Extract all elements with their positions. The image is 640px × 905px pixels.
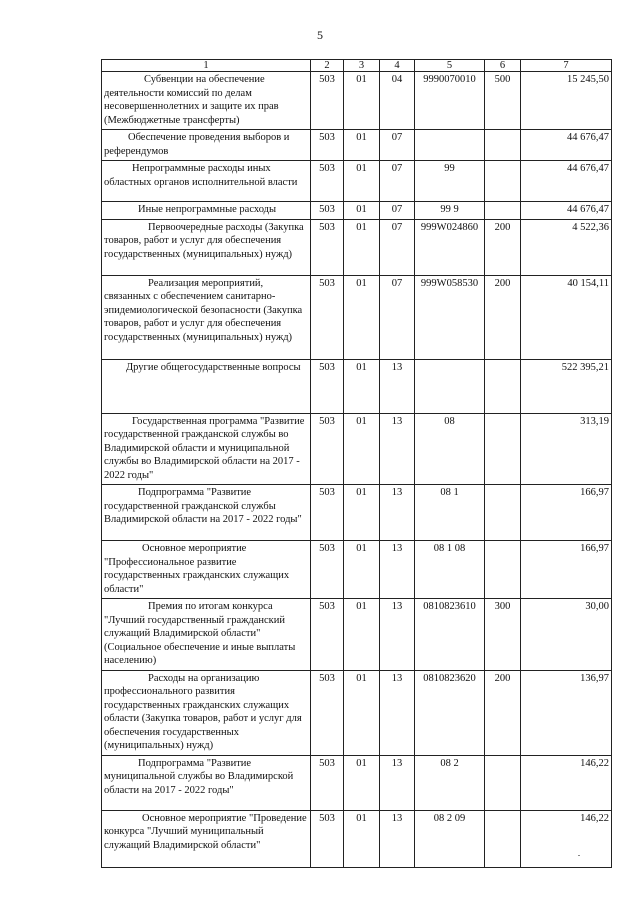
cell-section: 01: [344, 161, 380, 202]
cell-ministry: 503: [311, 130, 344, 161]
cell-section: 01: [344, 670, 380, 755]
col-header-3: 3: [344, 60, 380, 72]
cell-ministry: 503: [311, 161, 344, 202]
row-name: Другие общегосударственные вопросы: [102, 359, 311, 413]
cell-ministry: 503: [311, 755, 344, 810]
cell-subsection: 13: [380, 755, 415, 810]
table-row: [102, 413, 612, 485]
cell-expense-type: [485, 413, 521, 485]
cell-subsection: 04: [380, 72, 415, 130]
cell-section: 01: [344, 599, 380, 671]
cell-target: 99 9: [415, 202, 485, 220]
cell-target: 08 2: [415, 755, 485, 810]
cell-ministry: 503: [311, 72, 344, 130]
cell-section: 01: [344, 359, 380, 413]
row-name: Подпрограмма "Развитие муниципальной службы во Владимирской области на 2017 - 2022 годы": [102, 755, 311, 810]
cell-subsection: 13: [380, 670, 415, 755]
cell-subsection: 13: [380, 485, 415, 541]
cell-ministry: 503: [311, 670, 344, 755]
cell-target: [415, 130, 485, 161]
cell-target: 08 2 09: [415, 810, 485, 867]
cell-subsection: 07: [380, 219, 415, 275]
cell-subsection: 13: [380, 413, 415, 485]
row-name: Непрограммные расходы иных областных органов исполнительной власти: [102, 161, 311, 202]
row-name: Реализация мероприятий, связанных с обеспечением санитарно-эпидемиологической безопасности (Закупка товаров, работ и услуг для обеспечения государственных (муниципальных) нужд): [102, 275, 311, 359]
cell-amount: 44 676,47: [521, 161, 612, 202]
cell-section: 01: [344, 219, 380, 275]
col-header-6: 6: [485, 60, 521, 72]
cell-amount: 44 676,47: [521, 202, 612, 220]
table-row: [102, 161, 612, 202]
table-row: [102, 541, 612, 599]
table-row: [102, 755, 612, 810]
row-name: Подпрограмма "Развитие государственной гражданской службы Владимирской области на 2017 - 2022 годы": [102, 485, 311, 541]
cell-target: 9990070010: [415, 72, 485, 130]
cell-expense-type: [485, 359, 521, 413]
cell-section: 01: [344, 485, 380, 541]
table-row: [102, 72, 612, 130]
col-header-2: 2: [311, 60, 344, 72]
cell-section: 01: [344, 275, 380, 359]
row-name: Премия по итогам конкурса "Лучший государственный гражданский служащий Владимирской области" (Социальное обеспечение и иные выплаты населению): [102, 599, 311, 671]
cell-subsection: 07: [380, 130, 415, 161]
row-name: Основное мероприятие "Проведение конкурса "Лучший муниципальный служащий Владимирской области": [102, 810, 311, 867]
table-row: [102, 599, 612, 671]
cell-expense-type: [485, 541, 521, 599]
table-row: [102, 670, 612, 755]
budget-table: [101, 59, 612, 868]
cell-section: 01: [344, 130, 380, 161]
cell-section: 01: [344, 810, 380, 867]
table-row: [102, 202, 612, 220]
cell-subsection: 13: [380, 810, 415, 867]
table-row: [102, 359, 612, 413]
cell-target: 999W024860: [415, 219, 485, 275]
cell-ministry: 503: [311, 219, 344, 275]
cell-amount: 44 676,47: [521, 130, 612, 161]
cell-expense-type: [485, 130, 521, 161]
col-header-5: 5: [415, 60, 485, 72]
table-row: [102, 219, 612, 275]
scan-speck: [578, 855, 580, 856]
cell-target: 0810823610: [415, 599, 485, 671]
cell-expense-type: 500: [485, 72, 521, 130]
cell-target: [415, 359, 485, 413]
table-row: [102, 810, 612, 867]
cell-amount: 166,97: [521, 485, 612, 541]
page-number: 5: [317, 28, 323, 42]
row-name: Первоочередные расходы (Закупка товаров, работ и услуг для обеспечения государственных (муниципальных) нужд): [102, 219, 311, 275]
cell-expense-type: [485, 755, 521, 810]
cell-expense-type: 200: [485, 219, 521, 275]
cell-amount: 15 245,50: [521, 72, 612, 130]
cell-ministry: 503: [311, 359, 344, 413]
row-name: Субвенции на обеспечение деятельности комиссий по делам несовершеннолетних и защите их прав (Межбюджетные трансферты): [102, 72, 311, 130]
col-header-4: 4: [380, 60, 415, 72]
cell-amount: 30,00: [521, 599, 612, 671]
cell-subsection: 13: [380, 599, 415, 671]
cell-ministry: 503: [311, 599, 344, 671]
cell-section: 01: [344, 413, 380, 485]
cell-section: 01: [344, 202, 380, 220]
cell-ministry: 503: [311, 810, 344, 867]
cell-expense-type: 300: [485, 599, 521, 671]
header-row: [102, 60, 612, 72]
cell-amount: 522 395,21: [521, 359, 612, 413]
cell-section: 01: [344, 541, 380, 599]
cell-subsection: 07: [380, 161, 415, 202]
cell-subsection: 13: [380, 359, 415, 413]
cell-expense-type: [485, 810, 521, 867]
cell-target: 08 1: [415, 485, 485, 541]
cell-target: 999W058530: [415, 275, 485, 359]
cell-amount: 146,22: [521, 810, 612, 867]
cell-amount: 166,97: [521, 541, 612, 599]
row-name: Расходы на организацию профессионального развития государственных гражданских служащих области (Закупка товаров, работ и услуг для обеспечения государственных (муниципальных) нужд): [102, 670, 311, 755]
col-header-1: 1: [102, 60, 311, 72]
cell-target: 08: [415, 413, 485, 485]
cell-expense-type: 200: [485, 275, 521, 359]
cell-section: 01: [344, 755, 380, 810]
row-name: Основное мероприятие "Профессиональное развитие государственных гражданских служащих области": [102, 541, 311, 599]
col-header-7: 7: [521, 60, 612, 72]
cell-amount: 313,19: [521, 413, 612, 485]
cell-amount: 146,22: [521, 755, 612, 810]
row-name: Государственная программа "Развитие государственной гражданской службы во Владимирской области и муниципальной службы во Владимирской области на 2017 - 2022 годы": [102, 413, 311, 485]
cell-subsection: 13: [380, 541, 415, 599]
cell-section: 01: [344, 72, 380, 130]
cell-expense-type: [485, 485, 521, 541]
cell-ministry: 503: [311, 413, 344, 485]
row-name: Обеспечение проведения выборов и референдумов: [102, 130, 311, 161]
cell-expense-type: [485, 202, 521, 220]
table-row: [102, 130, 612, 161]
cell-target: 99: [415, 161, 485, 202]
cell-amount: 4 522,36: [521, 219, 612, 275]
cell-amount: 40 154,11: [521, 275, 612, 359]
cell-ministry: 503: [311, 485, 344, 541]
cell-target: 0810823620: [415, 670, 485, 755]
cell-ministry: 503: [311, 275, 344, 359]
cell-ministry: 503: [311, 202, 344, 220]
row-name: Иные непрограммные расходы: [102, 202, 311, 220]
cell-amount: 136,97: [521, 670, 612, 755]
cell-subsection: 07: [380, 275, 415, 359]
table-row: [102, 275, 612, 359]
cell-expense-type: 200: [485, 670, 521, 755]
cell-subsection: 07: [380, 202, 415, 220]
cell-target: 08 1 08: [415, 541, 485, 599]
cell-expense-type: [485, 161, 521, 202]
table-row: [102, 485, 612, 541]
cell-ministry: 503: [311, 541, 344, 599]
